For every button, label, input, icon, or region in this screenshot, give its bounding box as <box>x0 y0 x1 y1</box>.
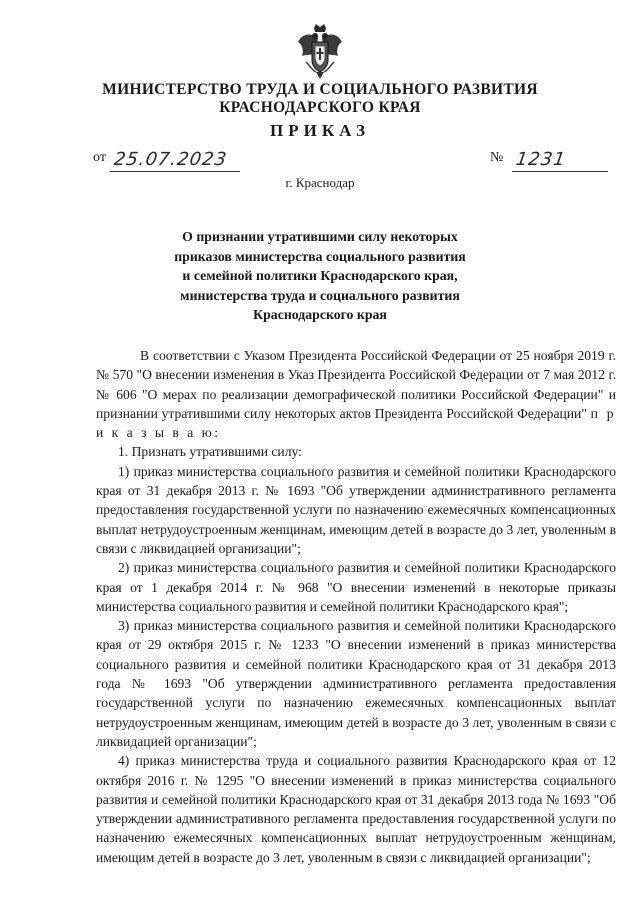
subitem-1: 1) приказ министерства социального развития и семейной политики Краснодарского края от 31 декабря 2013 г. № 1693 "Об утверждении административного регламента предоставления государственной услуги по назначению ежемесячных компенсационных выплат нетрудоустроенным женщинам, имеющим детей в возрасте до 3 лет, уволенным в связи с ликвидацией организации"; <box>96 463 616 556</box>
subitem-4: 4) приказ министерства труда и социального развития Краснодарского края от 12 октября 2016 г. № 1295 "О внесении изменений в приказ министерства социального развития и семейной политики Краснодарского края от 31 декабря 2013 года № 1693 "Об утверждении административного регламента предоставления государственной услуги по назначению ежемесячных компенсационных выплат нетрудоустроенным женщинам, имеющим детей в возрасте до 3 лет, уволенным в связи с ликвидацией организации"; <box>96 753 616 865</box>
document-type: ПРИКАЗ <box>270 121 370 140</box>
number-prefix: № <box>490 150 504 165</box>
title-line: министерства труда и социального развития <box>180 287 460 303</box>
preamble-text: В соответствии с Указом Президента Российской Федерации от 25 ноября 2019 г. № 570 "О внесении изменения в Указ Президента Российской Федерации от 7 мая 2012 г. № 606 "О мерах по реализации демографической политики Российской Федерации" и признании утратившими силу некоторых актов Президента Российской Федерации" <box>96 348 616 421</box>
document-title <box>170 227 470 325</box>
date-underline <box>110 171 240 172</box>
title-line: и семейной политики Краснодарского края, <box>182 268 458 283</box>
subitem-3: 3) приказ министерства социального развития и семейной политики Краснодарского края от 29 октября 2015 г. № 1233 "О внесении изменений в приказ министерства социального развития и семейной политики Краснодарского края от 31 декабря 2013 года № 1693 "Об утверждении административного регламента предоставления государственной услуги по назначению ежемесячных компенсационных выплат нетрудоустроенным женщинам, имеющим детей в возрасте до 3 лет, уволенным в связи с ликвидацией организации"; <box>96 618 616 749</box>
preamble-keyword: п р и к а з ы в а ю: <box>96 405 616 441</box>
subitem-2: 2) приказ министерства социального развития и семейной политики Краснодарского края от 1 декабря 2014 г. № 968 "О внесении изменений в некоторые приказы министерства социального развития и семейной политики Краснодарского края"; <box>96 560 616 614</box>
title-line: приказов министерства социального развития <box>174 248 466 264</box>
number-underline <box>512 171 608 172</box>
document-body <box>96 346 616 867</box>
preamble-paragraph <box>96 346 616 442</box>
title-line: Краснодарского края <box>253 307 387 322</box>
item-1: 1. Признать утратившими силу: <box>118 444 302 460</box>
date-prefix: от <box>93 150 106 165</box>
city: г. Краснодар <box>285 175 355 190</box>
document-number: 1231 <box>514 149 568 170</box>
ministry-name-line1: МИНИСТЕРСТВО ТРУДА И СОЦИАЛЬНОГО РАЗВИТИЯ <box>102 81 538 98</box>
document-date: 25.07.2023 <box>112 149 229 170</box>
title-line: О признании утратившими силу некоторых <box>182 229 458 244</box>
coat-of-arms-icon <box>296 22 344 80</box>
ministry-name-line2: КРАСНОДАРСКОГО КРАЯ <box>219 99 421 116</box>
